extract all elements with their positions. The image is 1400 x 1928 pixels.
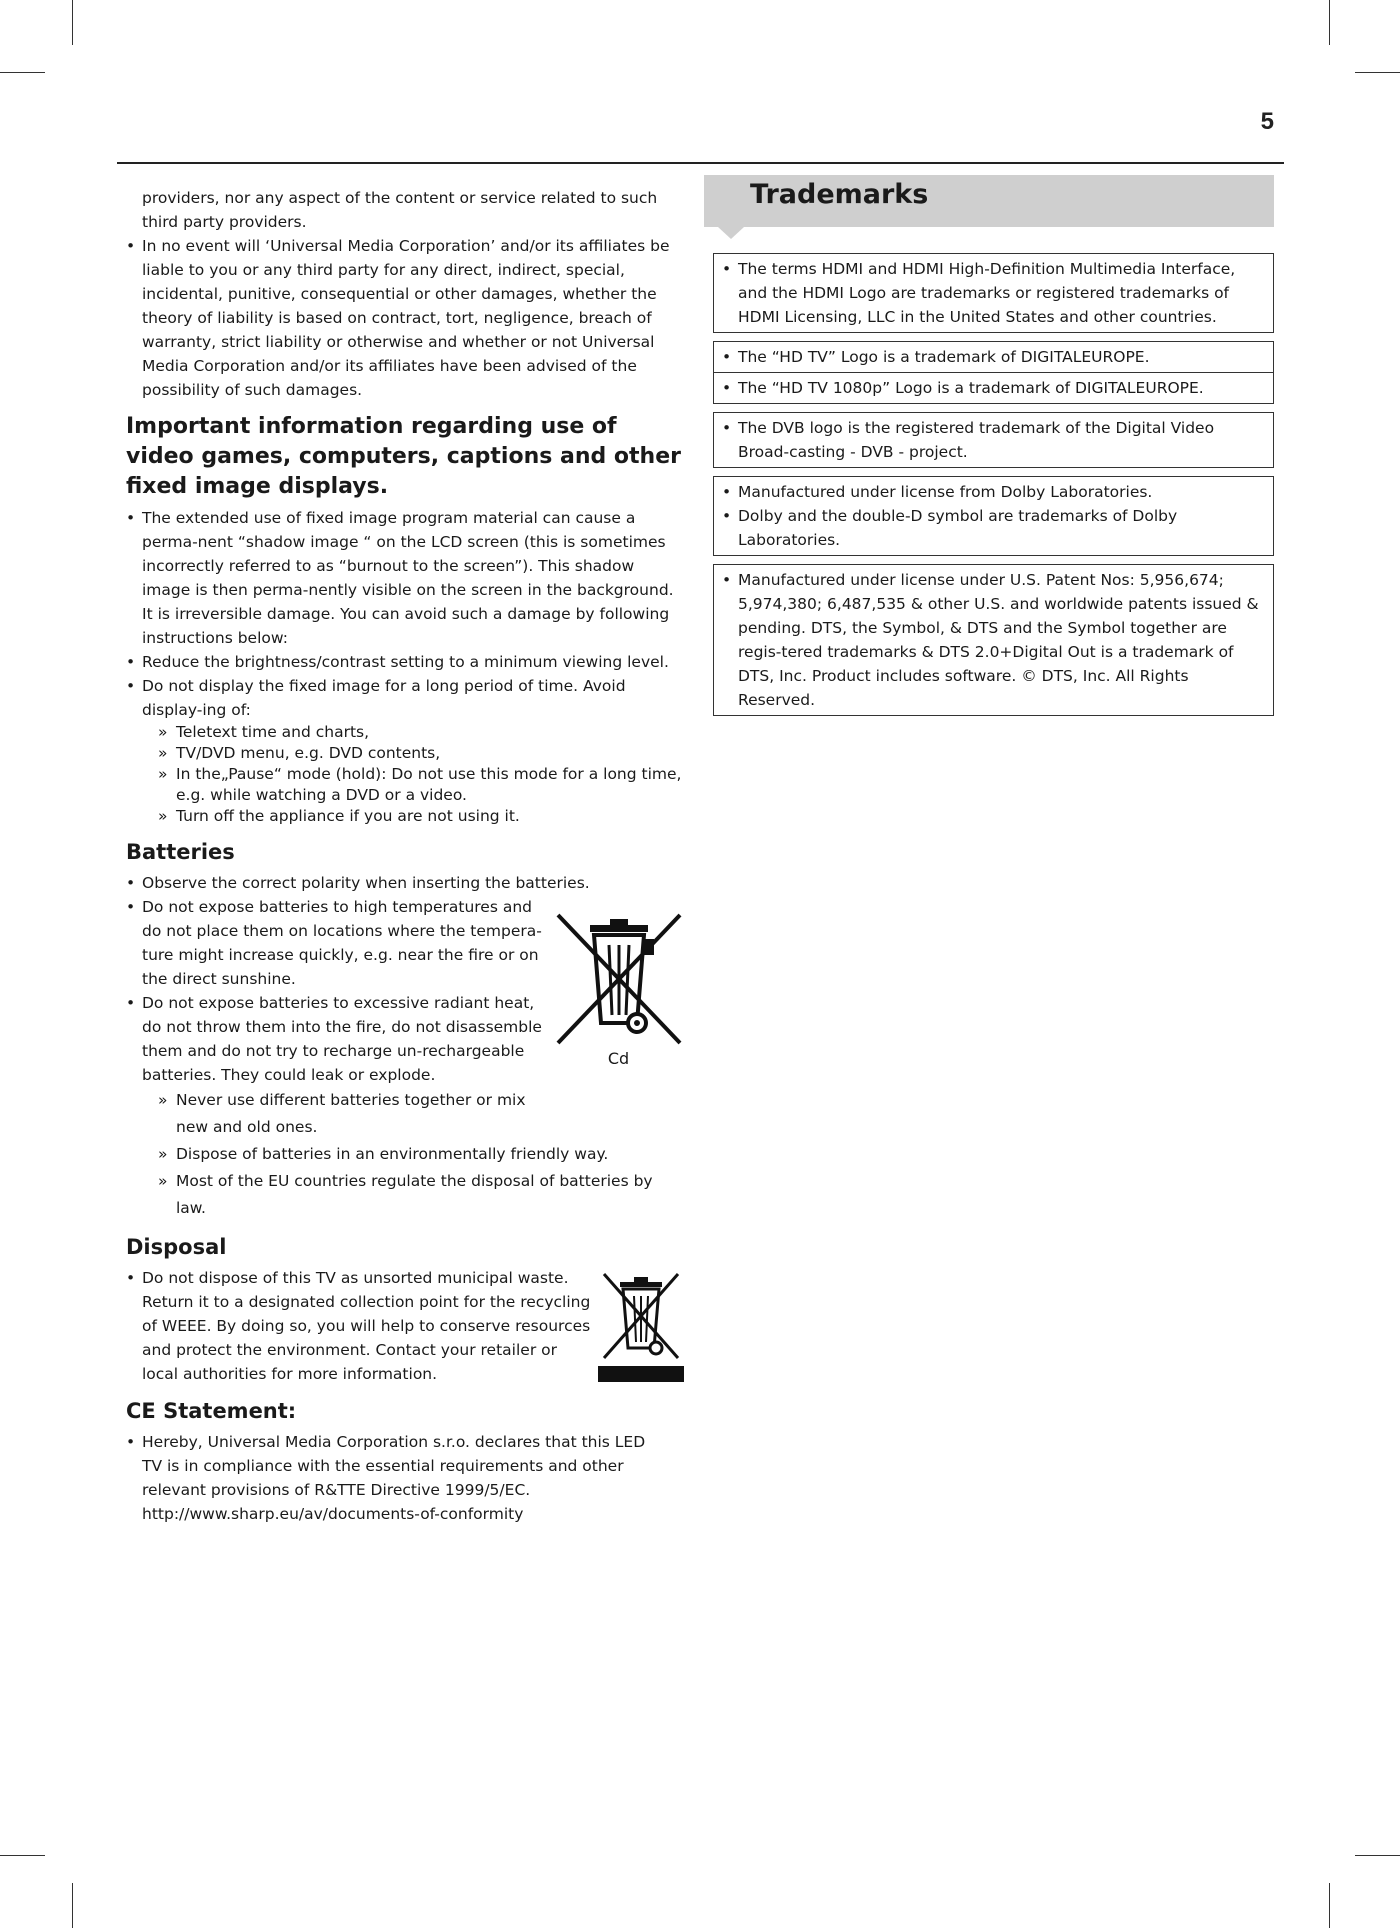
crop-mark [1329, 0, 1330, 45]
sub-list-item: » Dispose of batteries in an environmentally friendly way. [126, 1141, 686, 1168]
intro-list [126, 234, 686, 402]
sub-list-item: » Never use different batteries together or mix new and old ones. [126, 1087, 556, 1141]
ce-heading: CE Statement: [126, 1399, 297, 1423]
battery-bin-icon [551, 911, 686, 1071]
right-column [704, 175, 1274, 724]
crop-mark [1355, 1855, 1400, 1856]
crop-mark [1355, 72, 1400, 73]
list-item: • The DVB logo is the registered trademark of the Digital Video Broad-casting - DVB - project. [722, 416, 1267, 464]
hdtv-trademark-box [713, 341, 1274, 373]
list-item: • Do not expose batteries to excessive radiant heat, do not throw them into the fire, do not disassemble them and do not try to recharge un-rechargeable batteries. They could leak or explode. [126, 991, 552, 1087]
list-item: • Observe the correct polarity when inserting the batteries. [126, 871, 686, 895]
sub-list-item: » TV/DVD menu, e.g. DVD contents, [126, 743, 686, 764]
list-item: • Hereby, Universal Media Corporation s.r.o. declares that this LED TV is in compliance with the essential requirements and other relevant provisions of R&TTE Directive 1999/5/EC. http://www.sharp.eu/av/documents-of-conformity [126, 1430, 662, 1526]
hdtv1080-trademark-box [713, 373, 1274, 404]
cd-label: Cd [607, 1049, 630, 1068]
list-item: • Reduce the brightness/contrast setting to a minimum viewing level. [126, 650, 686, 674]
dolby-trademark-box [713, 476, 1274, 556]
batteries-section [126, 871, 686, 1222]
disposal-section [126, 1266, 686, 1386]
list-item: • Manufactured under license from Dolby Laboratories. [722, 480, 1267, 504]
dts-trademark-box [713, 564, 1274, 716]
dvb-trademark-box [713, 412, 1274, 468]
batteries-heading: Batteries [126, 840, 235, 864]
sub-list-item: » Teletext time and charts, [126, 722, 686, 743]
crop-mark [0, 72, 45, 73]
list-item: • The terms HDMI and HDMI High-Definition Multimedia Interface, and the HDMI Logo are trademarks or registered trademarks of HDMI Licensing, LLC in the United States and other countries. [722, 257, 1267, 329]
left-column [126, 186, 686, 1526]
important-heading: Important information regarding use of video games, computers, captions and other fixed image displays. [126, 414, 681, 499]
list-item: • The “HD TV” Logo is a trademark of DIGITALEUROPE. [722, 345, 1267, 369]
trademarks-header [704, 175, 1274, 227]
list-item: • Dolby and the double-D symbol are trademarks of Dolby Laboratories. [722, 504, 1267, 552]
sub-list-item: » Most of the EU countries regulate the disposal of batteries by law. [126, 1168, 686, 1222]
crop-mark [0, 1855, 45, 1856]
intro-continuation: providers, nor any aspect of the content or service related to such third party providers. [142, 189, 658, 231]
list-item: • Do not display the fixed image for a long period of time. Avoid display-ing of: [126, 674, 686, 722]
weee-bin-icon [598, 1268, 686, 1391]
header-rule [117, 162, 1284, 164]
list-item: • Do not expose batteries to high temperatures and do not place them on locations where the tempera-ture might increase quickly, e.g. near the fire or on the direct sunshine. [126, 895, 552, 991]
crop-mark [1329, 1883, 1330, 1928]
hdmi-trademark-box [713, 253, 1274, 333]
list-item: • In no event will ‘Universal Media Corporation’ and/or its affiliates be liable to you or any third party for any direct, indirect, special, incidental, punitive, consequential or other damages, whether the theory of liability is based on contract, tort, negligence, breach of warranty, strict liability or otherwise and whether or not Universal Media Corporation and/or its affiliates have been advised of the possibility of such damages. [126, 234, 686, 402]
ce-list [126, 1430, 686, 1526]
crop-mark [72, 1883, 73, 1928]
sub-list-item: » In the„Pause“ mode (hold): Do not use this mode for a long time, e.g. while watching a DVD or a video. [126, 764, 686, 806]
sub-list-item: » Turn off the appliance if you are not using it. [126, 806, 686, 827]
list-item: • Do not dispose of this TV as unsorted municipal waste. Return it to a designated collection point for the recycling of WEEE. By doing so, you will help to conserve resources and protect the environment. Contact your retailer or local authorities for more information. [126, 1266, 592, 1386]
disposal-heading: Disposal [126, 1235, 227, 1259]
important-list [126, 506, 686, 827]
trademarks-heading: Trademarks [750, 179, 929, 210]
crop-mark [72, 0, 73, 45]
list-item: • The “HD TV 1080p” Logo is a trademark of DIGITALEUROPE. [722, 376, 1267, 400]
list-item: • The extended use of fixed image program material can cause a perma-nent “shadow image “ on the LCD screen (this is sometimes incorrectly referred to as “burnout to the screen”). This shadow image is then perma-nently visible on the screen in the background. It is irreversible damage. You can avoid such a damage by following instructions below: [126, 506, 686, 650]
page-number: 5 [1260, 108, 1274, 135]
list-item: • Manufactured under license under U.S. Patent Nos: 5,956,674; 5,974,380; 6,487,535 & other U.S. and worldwide patents issued & pending. DTS, the Symbol, & DTS and the Symbol together are regis-tered trademarks & DTS 2.0+Digital Out is a trademark of DTS, Inc. Product includes software. © DTS, Inc. All Rights Reserved. [722, 568, 1267, 712]
